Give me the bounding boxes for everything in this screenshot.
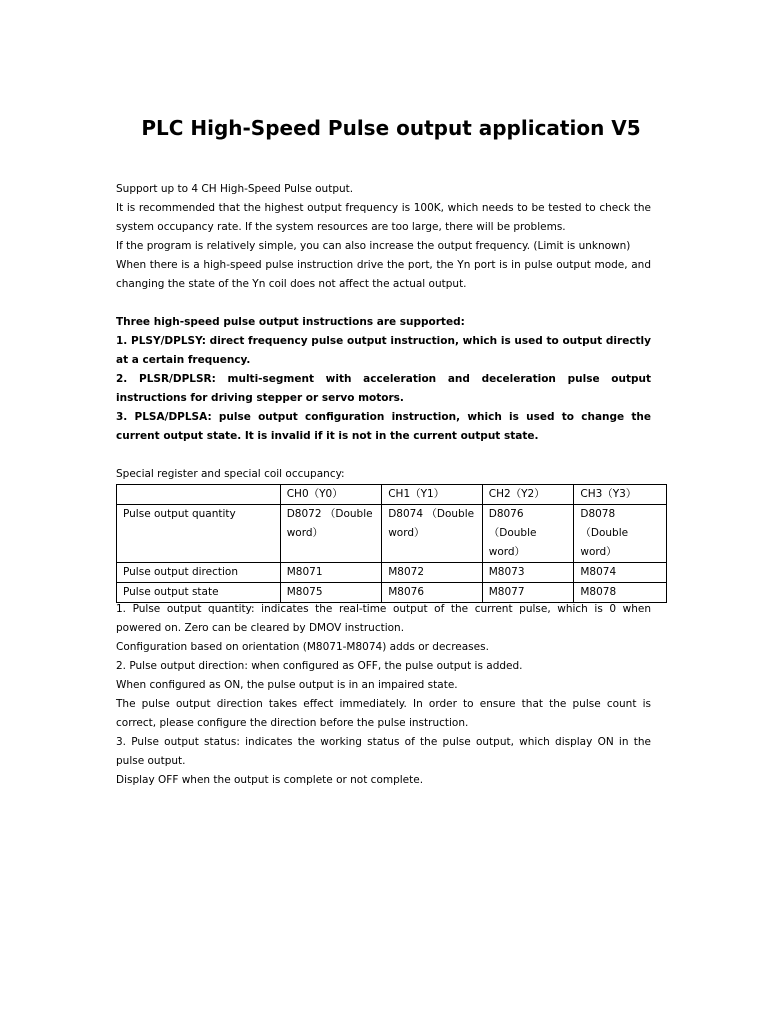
register-caption-text: Special register and special coil occupancy: — [116, 468, 345, 480]
note-paragraph: 2. Pulse output direction: when configured as OFF, the pulse output is added. — [116, 660, 523, 672]
instruction-item: 3. PLSA/DPLSA: pulse output configuration instruction, which is used to change the current output state. It is invalid if it is not in the current output state. — [116, 411, 651, 442]
table-cell: M8077 — [482, 583, 574, 603]
note-paragraph: Display OFF when the output is complete or not complete. — [116, 774, 424, 786]
instruction-item: 2. PLSR/DPLSR: multi-segment with acceleration and deceleration pulse output instructions for driving stepper or servo motors. — [116, 373, 651, 404]
note-paragraph: When configured as ON, the pulse output is in an impaired state. — [116, 679, 458, 691]
note-paragraph: The pulse output direction takes effect immediately. In order to ensure that the pulse count is correct, please configure the direction before the pulse instruction. — [116, 698, 651, 729]
table-header-row — [117, 485, 667, 505]
note-paragraph: 1. Pulse output quantity: indicates the real-time output of the current pulse, which is 0 when powered on. Zero can be cleared by DMOV instruction. — [116, 603, 651, 634]
table-cell: D8078（Double word） — [574, 505, 667, 563]
note-paragraph: 3. Pulse output status: indicates the working status of the pulse output, which display ON in the pulse output. — [116, 736, 651, 767]
instruction-item: 1. PLSY/DPLSY: direct frequency pulse output instruction, which is used to output directly at a certain frequency. — [116, 335, 651, 366]
intro-paragraph: It is recommended that the highest output frequency is 100K, which needs to be tested to check the system occupancy rate. If the system resources are too large, there will be problems. — [116, 202, 651, 233]
register-table — [116, 484, 667, 603]
table-cell: D8076（Double word） — [482, 505, 574, 563]
table-header-cell: CH0（Y0） — [280, 485, 382, 505]
table-row — [117, 505, 667, 563]
table-cell: D8072 （Double word） — [280, 505, 382, 563]
table-header-cell: CH1（Y1） — [382, 485, 483, 505]
table-cell: M8076 — [382, 583, 483, 603]
table-cell: M8075 — [280, 583, 382, 603]
table-cell: M8074 — [574, 563, 667, 583]
table-cell: M8072 — [382, 563, 483, 583]
notes-section — [116, 600, 651, 790]
intro-section — [116, 180, 651, 294]
table-row-label: Pulse output direction — [117, 563, 281, 583]
note-paragraph: Configuration based on orientation (M8071-M8074) adds or decreases. — [116, 641, 489, 653]
instructions-section — [116, 313, 651, 446]
table-cell: M8073 — [482, 563, 574, 583]
table-cell: D8074 （Double word） — [382, 505, 483, 563]
table-cell: M8071 — [280, 563, 382, 583]
instructions-heading: Three high-speed pulse output instructions are supported: — [116, 316, 465, 328]
table-row-label: Pulse output quantity — [117, 505, 281, 563]
table-cell: M8078 — [574, 583, 667, 603]
document-title: PLC High-Speed Pulse output application V5 — [141, 116, 641, 140]
table-header-cell: CH3（Y3） — [574, 485, 667, 505]
table-row-label: Pulse output state — [117, 583, 281, 603]
table-row — [117, 563, 667, 583]
intro-paragraph: Support up to 4 CH High-Speed Pulse output. — [116, 183, 354, 195]
table-header-cell — [117, 485, 281, 505]
register-caption — [116, 465, 651, 484]
intro-paragraph: When there is a high-speed pulse instruction drive the port, the Yn port is in pulse output mode, and changing the state of the Yn coil does not affect the actual output. — [116, 259, 651, 290]
intro-paragraph: If the program is relatively simple, you can also increase the output frequency. (Limit is unknown) — [116, 240, 631, 252]
table-header-cell: CH2（Y2） — [482, 485, 574, 505]
